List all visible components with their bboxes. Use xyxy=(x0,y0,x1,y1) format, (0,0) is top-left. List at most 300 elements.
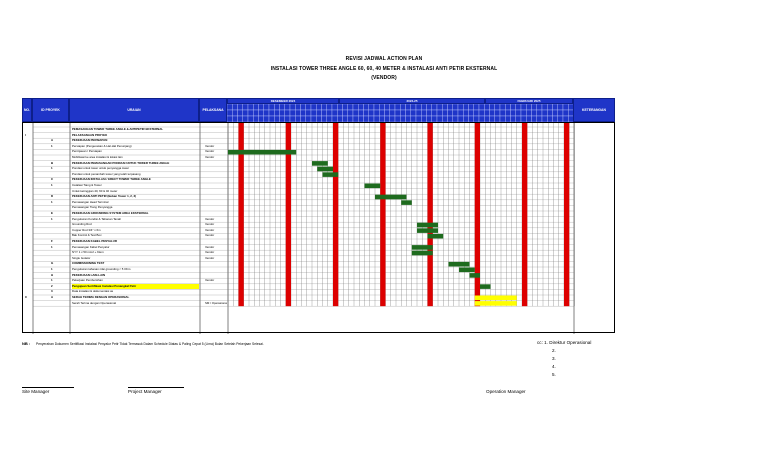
task-pelaksana xyxy=(205,200,227,205)
header-day-cell xyxy=(448,110,453,116)
row-no xyxy=(25,261,33,266)
header-day-cell xyxy=(280,110,285,116)
header-day-cell xyxy=(453,104,458,110)
task-label: Pemasangan Kabel Penyalur xyxy=(72,244,110,249)
task-label: PEKERJAAN INSTALASI / ERECT TOWER THREE ANGLE xyxy=(72,177,151,182)
row-sub xyxy=(51,222,69,227)
header-day-cell xyxy=(280,104,285,110)
header-day-cell xyxy=(232,104,237,110)
header-month-3: FEBRUARI 2025 xyxy=(485,98,573,104)
header-day-cell xyxy=(421,104,426,110)
header-day-cell xyxy=(327,110,332,116)
header-day-cell xyxy=(253,104,258,110)
row-no xyxy=(25,250,33,255)
row-sub xyxy=(51,233,69,238)
header-day-cell xyxy=(337,104,342,110)
header-month-2: 2024-25 xyxy=(339,98,485,104)
task-label: Pengajuan Sertifikasi Instalasi Penangkal Petir xyxy=(72,284,199,289)
header-day-cell xyxy=(248,104,253,110)
task-label: Data instalasi & dokumentasi as xyxy=(72,289,114,294)
task-label: Grounding Rod xyxy=(72,222,92,227)
weekend-column xyxy=(475,123,480,306)
header-keterangan: KETERANGAN xyxy=(573,98,615,122)
header-day-cell xyxy=(542,104,547,110)
header-day-cell xyxy=(469,104,474,110)
row-no xyxy=(25,149,33,154)
cc-line-3: 3. xyxy=(552,356,556,361)
row-sub: C xyxy=(51,177,54,182)
header-day-cell xyxy=(400,104,405,110)
header-day-cell xyxy=(484,104,489,110)
task-label: SERAH TERIMA DENGAN OPERASIONAL xyxy=(72,295,130,299)
header-day-cell xyxy=(332,104,337,110)
header-day-cell xyxy=(301,104,306,110)
header-day-cell xyxy=(458,110,463,116)
header-day-cell xyxy=(537,110,542,116)
header-day-cells xyxy=(227,104,573,122)
row-sub: 1 xyxy=(51,183,53,187)
header-day-cell xyxy=(390,104,395,110)
task-pelaksana: Vendor xyxy=(205,216,215,221)
header-day-cell xyxy=(343,104,348,110)
row-sub: 2 xyxy=(51,283,53,288)
header-day-cell xyxy=(311,104,316,110)
gantt-bar xyxy=(417,223,438,228)
header-day-cell xyxy=(316,104,321,110)
row-no xyxy=(25,166,33,171)
header-day-cell xyxy=(395,104,400,110)
task-label: Single Isolator xyxy=(72,255,91,260)
header-day-cell xyxy=(358,104,363,110)
cc-line-5: 5. xyxy=(552,372,556,377)
row-no xyxy=(25,284,33,289)
header-id-proyek: ID PROYEK xyxy=(32,98,69,122)
cc-line-4: 4. xyxy=(552,364,556,369)
header-day-cell xyxy=(505,104,510,110)
header-day-cell xyxy=(311,110,316,116)
task-label: COMMISSIONING TEST xyxy=(72,261,105,266)
row-sub: F xyxy=(51,239,53,243)
header-day-cell xyxy=(516,104,521,110)
gantt-bar xyxy=(312,161,328,166)
gantt-bar xyxy=(470,273,481,278)
header-day-cell xyxy=(332,110,337,116)
task-label: PEKERJAAN PERSIAPAN xyxy=(72,138,108,143)
header-day-cell xyxy=(264,104,269,110)
row-sub xyxy=(51,250,69,255)
header-day-cell xyxy=(406,110,411,116)
gantt-bar xyxy=(475,301,517,306)
task-pelaksana: Vendor xyxy=(205,227,215,232)
header-day-cell xyxy=(290,110,295,116)
header-day-cell xyxy=(411,110,416,116)
task-pelaksana xyxy=(205,261,227,266)
row-no xyxy=(25,183,33,188)
header-day-cell xyxy=(322,110,327,116)
task-label: Pemasangan Tiang Penyangga xyxy=(72,205,113,210)
header-day-cell xyxy=(463,110,468,116)
task-pelaksana xyxy=(205,133,227,138)
header-day-cell xyxy=(364,110,369,116)
weekend-column xyxy=(522,123,527,306)
header-day-cell xyxy=(322,104,327,110)
header-day-cell xyxy=(259,110,264,116)
header-day-cell xyxy=(369,110,374,116)
header-day-cell xyxy=(316,110,321,116)
header-day-cell xyxy=(337,110,342,116)
note-text: Penyerahan Dokumen Sertifikasi Instalasi Penyalur Petir Tidak Termasuk Dalam Schedule Diatas & Paling Cepat 5 (Lima) Bulan Setelah Pekerjaan Selesai. xyxy=(36,342,264,346)
header-day-cell xyxy=(432,104,437,110)
task-pelaksana xyxy=(205,172,227,177)
header-day-cell xyxy=(427,110,432,116)
header-day-cell xyxy=(306,104,311,110)
header-day-cell xyxy=(232,110,237,116)
gantt-bar xyxy=(428,234,444,239)
task-pelaksana xyxy=(205,239,227,244)
header-day-cell xyxy=(479,104,484,110)
header-day-cell xyxy=(227,110,232,116)
gantt-bar xyxy=(401,200,412,205)
task-label: Mobilisasi ke area instalasi & lokasi lain xyxy=(72,155,123,159)
header-day-cell xyxy=(484,110,489,116)
header-day-cell xyxy=(295,104,300,110)
header-day-cell xyxy=(343,110,348,116)
header-day-cell xyxy=(369,104,374,110)
header-day-cell xyxy=(238,110,243,116)
row-sub xyxy=(51,189,69,194)
task-label: NYY 1 x 50 mm2 + Klem xyxy=(72,250,104,255)
header-uraian: URAIAN xyxy=(69,98,199,122)
header-day-cell xyxy=(474,104,479,110)
header-day-cell xyxy=(238,104,243,110)
task-label: Persiapan (Pengecekan & Hal-Hal Penunjang) xyxy=(72,143,132,148)
row-sub xyxy=(51,155,69,160)
header-day-cell xyxy=(427,104,432,110)
task-pelaksana: SM / Operasional xyxy=(205,300,227,305)
row-sub: 1 xyxy=(51,216,53,221)
row-sub: 1 xyxy=(51,244,53,249)
header-day-cell xyxy=(516,110,521,116)
header-day-cell xyxy=(558,110,563,116)
header-day-cell xyxy=(495,104,500,110)
task-pelaksana: Vendor xyxy=(205,149,215,154)
header-day-cell xyxy=(495,110,500,116)
header-day-cell xyxy=(327,104,332,110)
gantt-bar xyxy=(365,184,381,189)
task-pelaksana: Vendor xyxy=(205,278,215,283)
task-label: Pekerjaan Pembersihan xyxy=(72,278,103,283)
header-day-cell xyxy=(442,104,447,110)
task-label: Bak Kontrol & Test Box xyxy=(72,233,102,238)
header-day-cell xyxy=(243,104,248,110)
header-day-cell xyxy=(385,104,390,110)
header-day-cell xyxy=(563,104,568,110)
task-label: PEKERJAAN ANTI PETIR (Beban Tower 1, 2, 3) xyxy=(72,194,137,199)
header-day-cell xyxy=(379,104,384,110)
row-sub: A xyxy=(51,138,54,143)
cc-line-1: cc: 1. Direktur Operasional xyxy=(537,340,592,345)
header-day-cell xyxy=(553,110,558,116)
row-no xyxy=(25,177,33,182)
header-day-cell xyxy=(521,110,526,116)
row-no xyxy=(25,138,33,143)
task-pelaksana xyxy=(205,284,227,289)
task-label: Pengukuran Kondisi & Tahanan Tanah xyxy=(72,216,122,221)
header-day-cell xyxy=(285,110,290,116)
task-pelaksana: Vendor xyxy=(205,143,215,148)
row-no xyxy=(25,278,33,283)
header-day-cell xyxy=(253,110,258,116)
task-label: Pondasi untuk tower untuk penyangga tower xyxy=(72,166,130,171)
header-day-cell xyxy=(421,110,426,116)
header-day-cell xyxy=(290,104,295,110)
gantt-bar xyxy=(317,167,333,172)
header-day-cell xyxy=(542,110,547,116)
task-label: PEKERJAAN LAIN-LAIN xyxy=(72,272,106,277)
weekend-column xyxy=(428,123,433,306)
task-label: Serah Terima dengan Operasional xyxy=(72,300,116,305)
header-month-1: DESEMBER 2024 xyxy=(227,98,339,104)
header-day-cell xyxy=(547,104,552,110)
task-label: PELAKSANAAN PROYEK xyxy=(72,132,108,137)
header-day-cell xyxy=(511,110,516,116)
row-no: II xyxy=(25,295,27,299)
task-label: PEKERJAAN KABEL PENYALUR xyxy=(72,239,117,243)
operation-manager-label: Operation Manager xyxy=(486,389,526,394)
header-day-cell xyxy=(364,104,369,110)
row-sub xyxy=(51,133,69,138)
task-pelaksana xyxy=(205,289,227,294)
task-label: Instalasi Tiang & Tower xyxy=(72,183,102,187)
weekend-column xyxy=(380,123,385,306)
header-day-cell xyxy=(500,104,505,110)
header-day-cell xyxy=(259,104,264,110)
row-sub xyxy=(51,301,69,306)
header-day-cell xyxy=(269,110,274,116)
header-day-cell xyxy=(568,104,573,110)
task-pelaksana xyxy=(205,189,227,194)
header-day-cell xyxy=(453,110,458,116)
row-no xyxy=(25,273,33,278)
row-sub: 1 xyxy=(51,199,53,204)
header-day-cell xyxy=(490,110,495,116)
gantt-bar xyxy=(449,262,470,267)
task-pelaksana xyxy=(205,273,227,278)
header-day-cell xyxy=(469,110,474,116)
row-no xyxy=(25,239,33,244)
header-day-cell xyxy=(274,110,279,116)
site-manager-label: Site Manager xyxy=(22,389,50,394)
task-pelaksana xyxy=(205,211,227,216)
task-label: Copper Rod 3/4" x 6m xyxy=(72,227,101,232)
row-no xyxy=(25,194,33,199)
task-pelaksana xyxy=(205,194,227,199)
gantt-bar xyxy=(323,172,339,177)
row-no xyxy=(25,127,33,132)
header-day-cell xyxy=(521,104,526,110)
row-sub: 1 xyxy=(51,267,53,271)
header-day-cell xyxy=(474,110,479,116)
header-day-cell xyxy=(390,110,395,116)
task-label: Peninjauan / Persiapan xyxy=(72,149,102,154)
task-label: Pondasi untuk penambah tower yang telah terpasang xyxy=(72,171,141,176)
row-sub: 1 xyxy=(51,166,53,171)
row-sub: H xyxy=(51,272,54,277)
header-day-cell xyxy=(532,104,537,110)
task-label: PEKERJAAN PEMASANGAN PONDASI UNTUK TOWER THREE ANGLE xyxy=(72,160,170,165)
task-pelaksana xyxy=(205,127,227,132)
task-pelaksana: Vendor xyxy=(205,244,215,249)
row-sub xyxy=(51,149,69,154)
header-day-cell xyxy=(416,110,421,116)
site-manager-line xyxy=(22,387,74,388)
header-day-cell xyxy=(437,110,442,116)
header-day-cell xyxy=(301,110,306,116)
header-no: NO. xyxy=(22,98,32,122)
row-sub xyxy=(51,256,69,261)
header-day-cell xyxy=(395,110,400,116)
gantt-bar xyxy=(475,296,517,301)
header-day-cell xyxy=(526,104,531,110)
row-no xyxy=(25,233,33,238)
header-day-cell xyxy=(505,110,510,116)
header-day-cell xyxy=(374,110,379,116)
task-label: Pengukuran tahanan nilai grounding < 5 Ohm xyxy=(72,267,131,271)
header-day-cell xyxy=(411,104,416,110)
task-pelaksana xyxy=(205,183,227,188)
header-day-cell xyxy=(490,104,495,110)
title-line-2: INSTALASI TOWER THREE ANGLE 60, 60, 40 METER & INSTALASI ANTI PETIR EKSTERNAL xyxy=(270,66,498,72)
row-sub: E xyxy=(51,211,53,215)
schedule-table xyxy=(22,122,615,333)
task-pelaksana: Vendor xyxy=(205,233,215,238)
header-day-cell xyxy=(353,110,358,116)
header-day-cell xyxy=(563,110,568,116)
note-label: NB : xyxy=(22,341,31,346)
project-manager-label: Project Manager xyxy=(128,389,162,394)
row-no xyxy=(25,200,33,205)
header-day-cell xyxy=(274,104,279,110)
gantt-bar xyxy=(412,245,433,250)
row-no: I xyxy=(25,132,26,137)
header-day-cell xyxy=(400,110,405,116)
task-pelaksana xyxy=(205,267,227,272)
task-pelaksana xyxy=(205,295,227,300)
header-day-cell xyxy=(479,110,484,116)
header-day-cell xyxy=(348,110,353,116)
row-no xyxy=(25,189,33,194)
weekend-column xyxy=(564,123,569,306)
header-day-cell xyxy=(558,104,563,110)
row-sub xyxy=(51,172,69,177)
row-sub: B xyxy=(51,160,54,165)
row-sub: A xyxy=(51,295,54,299)
task-label: PEMASANGAN TOWER THREE ANGLE & ANTIPETIR EKSTERNAL xyxy=(72,127,164,131)
header-day-cell xyxy=(416,104,421,110)
header-day-cell xyxy=(537,104,542,110)
task-pelaksana xyxy=(205,138,227,143)
row-no xyxy=(25,245,33,250)
task-pelaksana: Vendor xyxy=(205,155,215,159)
gantt-bar xyxy=(459,268,475,273)
row-sub: 3 xyxy=(51,289,53,294)
row-sub xyxy=(51,228,69,233)
task-pelaksana xyxy=(205,166,227,171)
row-no xyxy=(25,289,33,294)
task-label: Pemasangan Head Terminal xyxy=(72,199,109,204)
cc-line-2: 2. xyxy=(552,348,556,353)
header-day-cell xyxy=(379,110,384,116)
header-day-cell xyxy=(264,110,269,116)
row-no xyxy=(25,161,33,166)
header-day-cell xyxy=(437,104,442,110)
header-day-cell xyxy=(243,110,248,116)
gantt-bar xyxy=(228,150,296,155)
task-label: Untuk ketinggian 40, 60 & 40 meter xyxy=(72,188,118,193)
header-day-cell xyxy=(348,104,353,110)
row-no xyxy=(25,217,33,222)
row-no xyxy=(25,211,33,216)
gantt-bar xyxy=(375,195,407,200)
row-sub: 1 xyxy=(51,143,53,148)
task-pelaksana xyxy=(205,161,227,166)
header-day-cell xyxy=(547,110,552,116)
title-line-3: (VENDOR) xyxy=(371,75,397,81)
row-no xyxy=(25,267,33,272)
header-day-cell xyxy=(358,110,363,116)
header-day-cell xyxy=(458,104,463,110)
header-day-cell xyxy=(248,110,253,116)
task-label: PEKERJAAN GROUNDING SYSTEM AREA EKSTERNAL xyxy=(72,211,149,215)
header-day-cell xyxy=(500,110,505,116)
header-day-cell xyxy=(406,104,411,110)
header-day-cell xyxy=(463,104,468,110)
task-pelaksana xyxy=(205,177,227,182)
row-no xyxy=(25,144,33,149)
task-pelaksana: Vendor xyxy=(205,255,215,260)
header-day-cell xyxy=(295,110,300,116)
header-day-cell xyxy=(568,110,573,116)
row-no xyxy=(25,205,33,210)
header-pelaksana: PELAKSANA xyxy=(199,98,227,122)
header-day-cell xyxy=(227,104,232,110)
header-day-cell xyxy=(269,104,274,110)
task-pelaksana: Vendor xyxy=(205,250,215,255)
header-day-cell xyxy=(553,104,558,110)
row-no xyxy=(25,301,33,306)
header-day-cell xyxy=(448,104,453,110)
row-no xyxy=(25,155,33,160)
gantt-bar xyxy=(480,284,491,289)
gantt-bar xyxy=(412,251,433,256)
header-day-cell xyxy=(306,110,311,116)
weekend-column xyxy=(333,123,338,306)
row-no xyxy=(25,228,33,233)
task-pelaksana xyxy=(205,205,227,210)
header-day-cell xyxy=(432,110,437,116)
header-day-cell xyxy=(374,104,379,110)
header-day-cell xyxy=(285,104,290,110)
header-day-cell xyxy=(385,110,390,116)
row-sub: 1 xyxy=(51,278,53,283)
header-day-cell xyxy=(532,110,537,116)
header-day-cell xyxy=(526,110,531,116)
gantt-bar xyxy=(417,228,438,233)
row-sub: D xyxy=(51,194,54,199)
row-sub: G xyxy=(51,261,54,266)
row-no xyxy=(25,222,33,227)
header-day-cell xyxy=(353,104,358,110)
